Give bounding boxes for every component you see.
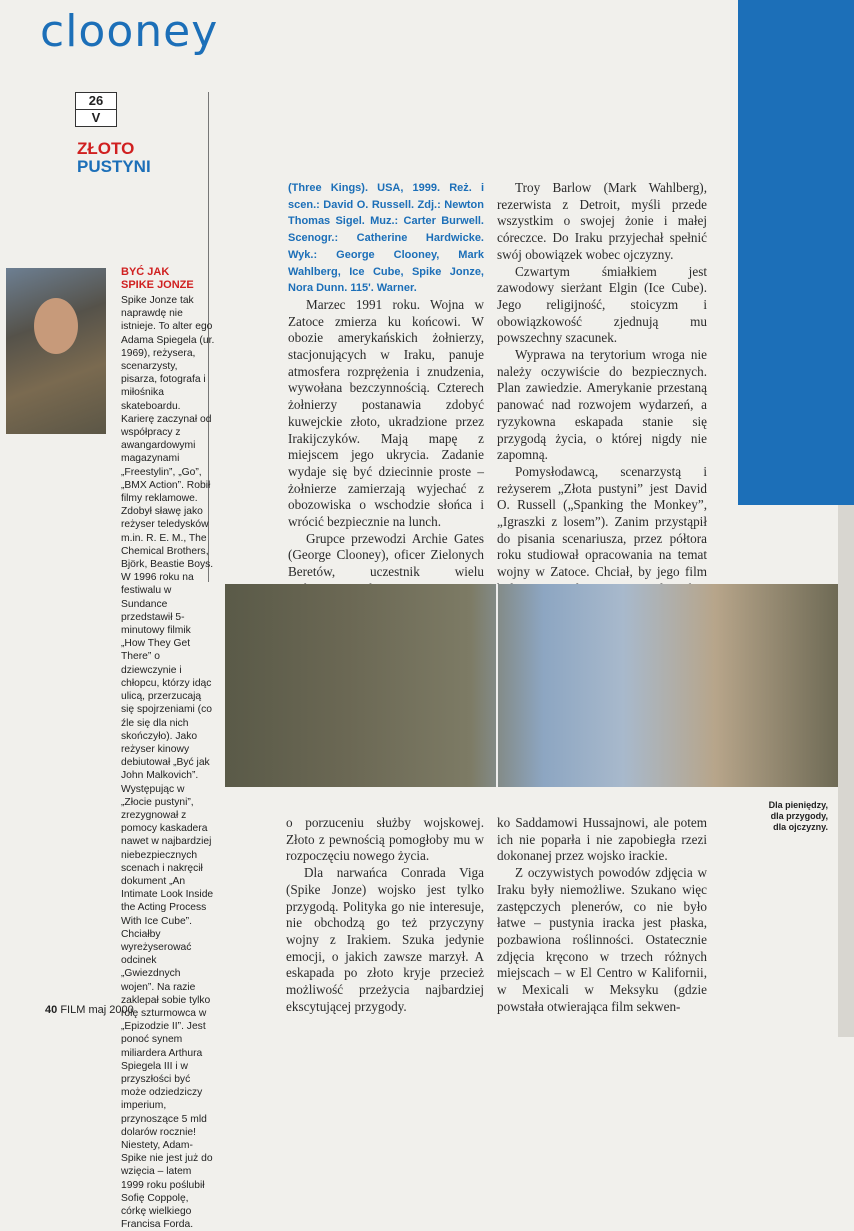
caption-line-2: dla przygody,	[770, 811, 828, 821]
film-still-soldiers	[225, 584, 838, 787]
sidebar-heading-line-2: SPIKE JONZE	[121, 279, 194, 291]
magazine-name: FILM	[60, 1004, 86, 1016]
blue-accent-bar	[738, 0, 854, 505]
section-badge: V	[75, 109, 117, 127]
article-title	[77, 140, 151, 176]
sidebar-heading	[121, 266, 215, 292]
sidebar-body: Spike Jonze tak naprawdę nie istnieje. To alter ego Adama Spiegela (ur. 1969), reżysera, scenarzysty, pisarza, fotografa i miłośnika skateboardu. Karierę zaczynał od współpracy z awangardowymi magazynami „Freestylin”, „Go”, „BMX Action”. Robił filmy reklamowe. Zdobył sławę jako reżyser teledysków m.in. R. E. M., The Chemical Brothers, Björk, Beastie Boys. W 1996 roku na festiwalu w Sundance przedstawił 5-minutowy filmik „How They Get There” o dziewczynie i chłopcu, którzy idąc ulicą, przerzucają się spojrzeniami (co źle się dla nich skończyło). Jako reżyser kinowy debiutował „Być jak John Malkovich”. Występując w „Złocie pustyni”, zrezygnował z pomocy kaskadera nawet w najbardziej niebezpiecznych scenach i nakręcił dokument „An Intimate Look Inside the Acting Process With Ice Cube”. Chciałby wyreżyserować odcinek „Gwiezdnych wojen”. Na razie zaklepał sobie tylko rolę szturmowca w „Epizodzie II”. Jest ponoć synem miliardera Arthura Spiegela III i w przyszłości być może odziedziczy imperium, przynoszące 5 mld dolarów rocznie! Niestety, Adam-Spike nie jest już do wzięcia – latem 1999 roku poślubił Sofię Coppolę, córkę wielkiego Francisa Forda.	[121, 295, 215, 1231]
title-line-2: PUSTYNI	[77, 157, 151, 176]
paragraph: Pomysłodawcą, scenarzystą i reżyserem „Złota pustyni” jest David O. Russell („Spanking the Monkey”, „Igraszki z losem”). Zanim przystąpił do pisania scenariusza, przez półtora roku studiował opracowania na temat wojny w Zatoce. Chciał, by jego film	[497, 463, 707, 580]
article-column-3	[286, 815, 484, 1015]
caption-line-3: dla ojczyzny.	[773, 822, 828, 832]
paragraph: Grupce przewodzi Archie Gates (George Clooney), oficer Zielonych Beretów, uczestnik wielu	[288, 530, 484, 580]
paragraph: Wyprawa na terytorium wroga nie należy oczywiście do bezpiecznych. Plan zawiedzie. Amerykanie przestaną panować nad rozwojem wydarzeń, a ryzykowna eskapada stanie się przygodą życia, o której nigdy nie zapomną.	[497, 347, 707, 463]
film-credits: (Three Kings). USA, 1999. Reż. i scen.: David O. Russell. Zdj.: Newton Thomas Sigel. Muz.: Carter Burwell. Scenogr.: Catherine Hardwicke. Wyk.: George Clooney, Mark Wahlberg, Ice Cube, Spike Jonze, Nora Dunn. 115'. Warner.	[288, 182, 484, 295]
page-edge	[838, 505, 854, 1037]
paragraph: Marzec 1991 roku. Wojna w Zatoce zmierza ku końcowi. W obozie amerykańskich żołnierzy, stacjonujących w Iraku, panuje atmosfera rozprężenia i znudzenia, wywołana bezczynnością. Czterech żołnierzy postanawia zdobyć kuwejckie złoto, ukradzione przez Irakijczyków. Mają mapę z miejscem jego ukrycia. Zadanie wydaje się być dziecinnie proste – żołnierze zamierzają wyjechać z obozowiska o wschodzie słońca i wrócić bezpiecznie na lunch.	[288, 296, 484, 530]
film-number-badge: 26	[75, 92, 117, 110]
paragraph: Czwartym śmiałkiem jest zawodowy sierżant Elgin (Ice Cube). Jego religijność, stoicyzm i obowiązkowość zjednują mu powszechny szacunek.	[497, 263, 707, 346]
photo-divider	[496, 584, 498, 787]
section-logo: clooney	[40, 6, 219, 57]
photo-caption	[718, 800, 828, 833]
caption-line-1: Dla pieniędzy,	[768, 800, 828, 810]
page-number: 40	[45, 1004, 58, 1016]
page-footer	[45, 1004, 134, 1016]
paragraph: Z oczywistych powodów zdjęcia w Iraku były niemożliwe. Szukano więc zastępczych plenerów, co nie było łatwe – pustynia iracka jest płaska, pozbawiona roślinności. Ostatecznie zdjęcia kręcono w trzech różnych miejscach – w El Centro w Kalifornii, w Mexicali w Meksyku (gdzie powstała otwierająca film sekwen-	[497, 865, 707, 1014]
paragraph: o porzuceniu służby wojskowej. Złoto z pewnością pomogłoby mu w rozpoczęciu nowego życia.	[286, 815, 484, 864]
portrait-face	[34, 298, 78, 354]
sidebar-heading-line-1: BYĆ JAK	[121, 266, 170, 278]
article-column-4	[497, 815, 707, 1015]
sidebar-box	[75, 266, 215, 1231]
paragraph: ko Saddamowi Hussajnowi, ale potem ich nie poparła i nie zapobiegła rzezi dokonanej przez wojsko irackie.	[497, 815, 707, 864]
issue-date: maj 2000	[88, 1004, 134, 1016]
paragraph: Troy Barlow (Mark Wahlberg), rezerwista z Detroit, myśli przede wszystkim o swojej żonie i małej córeczce. Do Iraku przyjechał spełnić swój obowiązek wobec ojczyzny.	[497, 180, 707, 262]
paragraph: Dla narwańca Conrada Viga (Spike Jonze) wojsko jest tylko przygodą. Polityka go nie interesuje, nie obchodzą go też przyczyny wojny z Irakiem. Szuka jedynie emocji, o jakich zawsze marzył. A eskapada po złoto kryje przecież możliwość przeżycia najbardziej ekscytującej przygody.	[286, 865, 484, 1014]
title-line-1: ZŁOTO	[77, 139, 135, 158]
